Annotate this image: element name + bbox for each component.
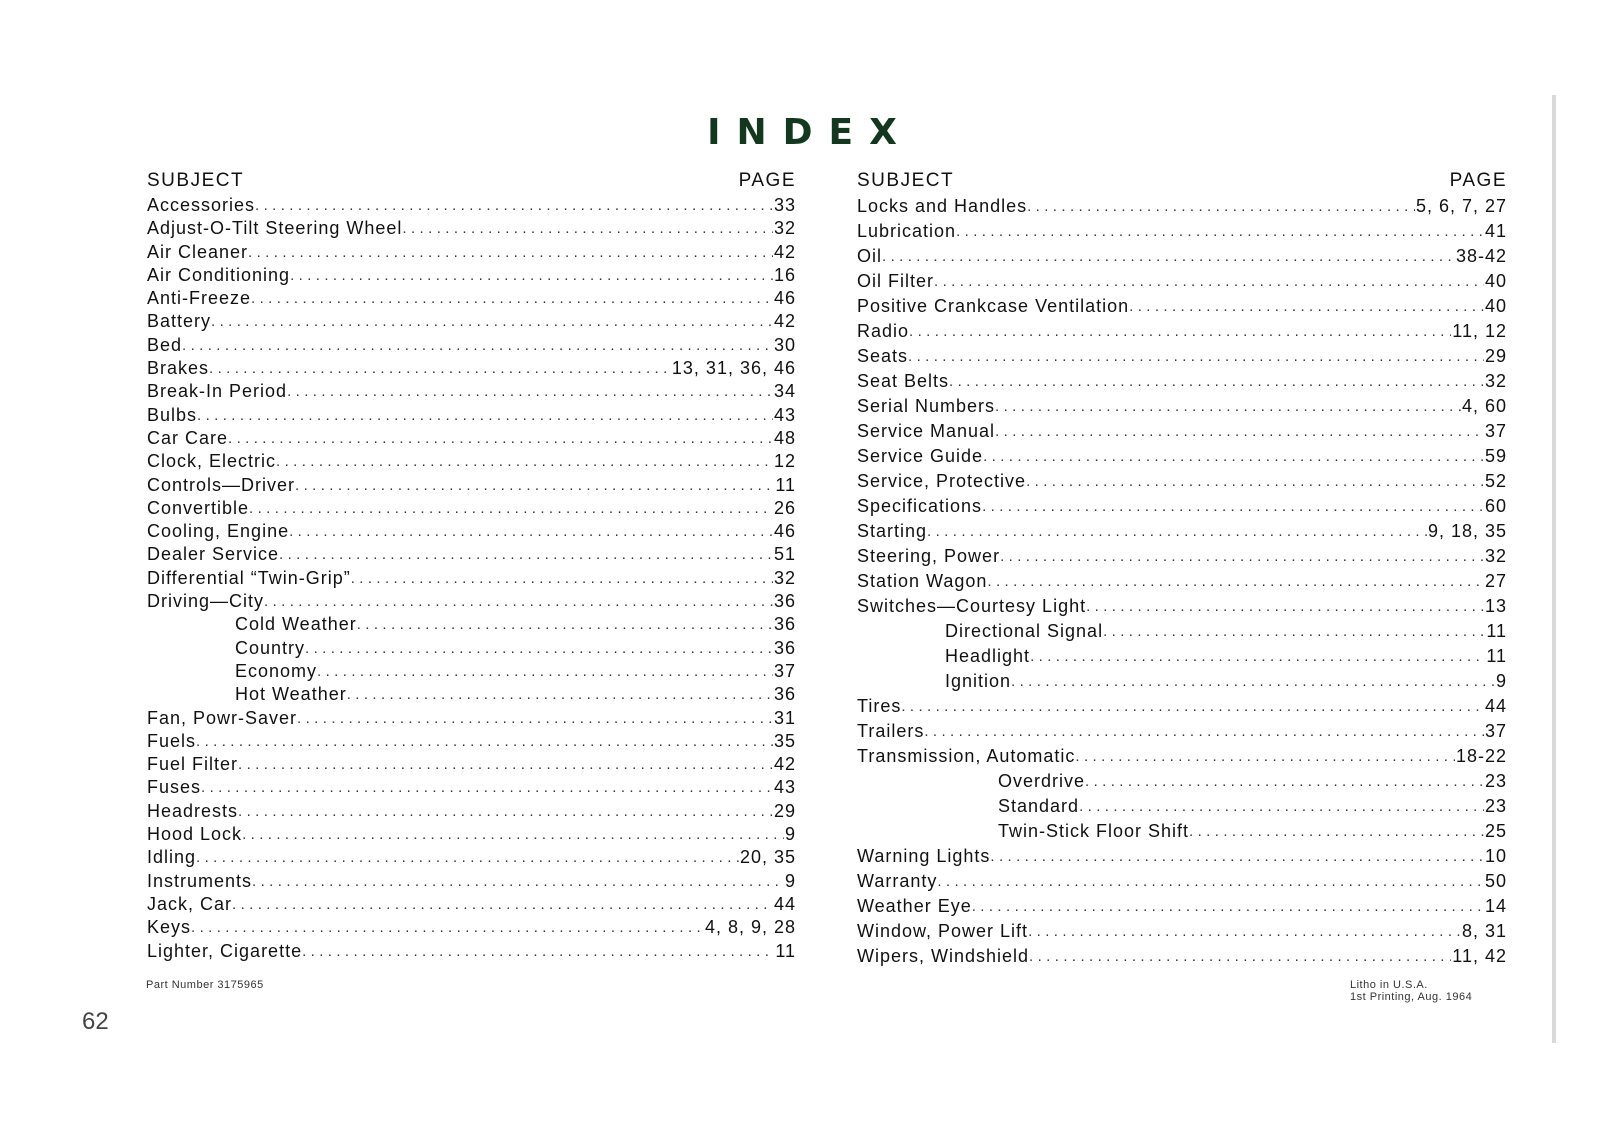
index-entries-right: [857, 194, 1507, 969]
entry-subject: Overdrive: [998, 771, 1086, 791]
entry-subject: Warning Lights: [857, 846, 991, 866]
entry-subject: Instruments: [147, 870, 253, 891]
entry-page: 40: [1484, 271, 1507, 291]
dot-leader: [232, 893, 773, 916]
entry-subject: Break-In Period: [147, 381, 288, 402]
entry-page: 40: [1484, 296, 1507, 316]
entry-subject: Lubrication: [857, 221, 957, 241]
index-entry: [147, 800, 796, 823]
index-entry: [147, 194, 796, 217]
entry-page: 46: [773, 521, 796, 542]
dot-leader: [901, 694, 1484, 719]
dot-leader: [1103, 619, 1485, 644]
entry-page: 37: [773, 660, 796, 681]
entry-subject: Hood Lock: [147, 824, 243, 845]
entry-page: 36: [773, 591, 796, 612]
column-header-left: [147, 168, 796, 194]
entry-subject: Trailers: [857, 721, 925, 741]
dot-leader: [252, 870, 784, 893]
index-entry: [147, 380, 796, 403]
index-entry: [147, 893, 796, 916]
dot-leader: [196, 846, 739, 869]
dot-leader: [201, 776, 773, 799]
dot-leader: [228, 427, 773, 450]
entry-subject: Air Cleaner: [147, 241, 249, 262]
entry-subject: Service Manual: [857, 421, 996, 441]
dot-leader: [211, 310, 773, 333]
dot-leader: [402, 217, 773, 240]
dot-leader: [995, 419, 1484, 444]
index-entry: [147, 217, 796, 240]
entry-subject: Service, Protective: [857, 471, 1027, 491]
index-entry: [857, 269, 1507, 294]
index-entry: [147, 940, 796, 963]
index-entry: [857, 794, 1507, 819]
entry-subject: Locks and Handles: [857, 196, 1028, 216]
dot-leader: [908, 344, 1484, 369]
entry-page: 32: [773, 567, 796, 588]
dot-leader: [238, 753, 773, 776]
index-entry: [147, 870, 796, 893]
entry-page: 11: [1486, 646, 1507, 666]
entry-page: 4, 8, 9, 28: [704, 917, 796, 938]
index-entry: [857, 869, 1507, 894]
entry-page: 10: [1484, 846, 1507, 866]
entry-page: 43: [773, 404, 796, 425]
dot-leader: [1011, 669, 1495, 694]
litho-line: Litho in U.S.A.: [1350, 979, 1428, 991]
dot-leader: [1026, 469, 1484, 494]
entry-page: 8, 31: [1461, 921, 1507, 941]
index-entry: [857, 619, 1507, 644]
dot-leader: [249, 497, 773, 520]
dot-leader: [289, 520, 773, 543]
index-entry: [857, 244, 1507, 269]
subject-header: SUBJECT: [857, 170, 955, 191]
entry-page: 44: [1484, 696, 1507, 716]
index-entry: [147, 776, 796, 799]
entry-page: 13: [1484, 596, 1507, 616]
entry-page: 9, 18, 35: [1427, 521, 1507, 541]
dot-leader: [909, 319, 1451, 344]
index-entry: [857, 669, 1507, 694]
entry-page: 36: [773, 614, 796, 635]
entry-subject: Cold Weather: [235, 614, 357, 635]
entry-subject: Headlight: [945, 646, 1031, 666]
dot-leader: [1189, 819, 1484, 844]
dot-leader: [191, 916, 704, 939]
entry-page: 37: [1484, 421, 1507, 441]
index-entry: [857, 694, 1507, 719]
column-header-right: [857, 168, 1507, 194]
entry-page: 52: [1484, 471, 1507, 491]
entry-page: 38-42: [1455, 246, 1507, 266]
index-entry: [147, 660, 796, 683]
index-entry: [857, 319, 1507, 344]
dot-leader: [251, 287, 773, 310]
print-info: [1350, 979, 1500, 1003]
index-entry: [857, 394, 1507, 419]
entry-subject: Starting: [857, 521, 928, 541]
dot-leader: [242, 823, 784, 846]
dot-leader: [290, 264, 773, 287]
entry-subject: Service Guide: [857, 446, 984, 466]
index-entry: [147, 567, 796, 590]
index-entry: [147, 357, 796, 380]
entry-subject: Clock, Electric: [147, 451, 277, 472]
entry-subject: Tires: [857, 696, 902, 716]
entry-subject: Jack, Car: [147, 893, 233, 914]
dot-leader: [937, 869, 1484, 894]
index-entry: [857, 744, 1507, 769]
entry-subject: Bed: [147, 334, 183, 355]
index-entry: [857, 544, 1507, 569]
entry-page: 27: [1484, 571, 1507, 591]
dot-leader: [1086, 594, 1484, 619]
entry-page: 11, 42: [1452, 946, 1507, 966]
index-entry: [147, 264, 796, 287]
index-entry: [147, 310, 796, 333]
entry-page: 11: [775, 940, 796, 961]
entry-subject: Serial Numbers: [857, 396, 996, 416]
dot-leader: [305, 637, 773, 660]
dot-leader: [934, 269, 1484, 294]
dot-leader: [995, 394, 1461, 419]
entry-page: 5, 6, 7, 27: [1415, 196, 1507, 216]
dot-leader: [1028, 919, 1461, 944]
entry-page: 51: [773, 544, 796, 565]
dot-leader: [182, 334, 773, 357]
dot-leader: [264, 590, 773, 613]
entry-subject: Ignition: [945, 671, 1012, 691]
index-column-left: [147, 168, 796, 963]
entry-page: 29: [1484, 346, 1507, 366]
index-entry: [147, 846, 796, 869]
entry-subject: Positive Crankcase Ventilation: [857, 296, 1130, 316]
dot-leader: [297, 707, 773, 730]
dot-leader: [983, 444, 1484, 469]
entry-subject: Weather Eye: [857, 896, 972, 916]
entry-subject: Directional Signal: [945, 621, 1104, 641]
index-entry: [147, 730, 796, 753]
entry-page: 37: [1484, 721, 1507, 741]
entry-page: 25: [1484, 821, 1507, 841]
entry-subject: Hot Weather: [235, 684, 347, 705]
entry-subject: Controls—Driver: [147, 474, 296, 495]
entry-page: 23: [1484, 771, 1507, 791]
entry-subject: Switches—Courtesy Light: [857, 596, 1087, 616]
index-entry: [857, 644, 1507, 669]
entry-subject: Fan, Powr-Saver: [147, 707, 298, 728]
index-entry: [857, 894, 1507, 919]
entry-subject: Economy: [235, 660, 318, 681]
entry-page: 23: [1484, 796, 1507, 816]
index-entry: [147, 916, 796, 939]
entry-page: 33: [773, 195, 796, 215]
dot-leader: [1075, 744, 1455, 769]
entry-subject: Oil Filter: [857, 271, 934, 291]
page-header: PAGE: [738, 170, 796, 191]
entry-page: 18-22: [1455, 746, 1507, 766]
entry-page: 46: [773, 288, 796, 309]
entry-page: 32: [773, 218, 796, 239]
index-entry: [147, 637, 796, 660]
index-entry: [857, 844, 1507, 869]
index-entries-left: [147, 194, 796, 963]
entry-page: 9: [784, 824, 796, 845]
entry-page: 11: [1486, 621, 1507, 641]
entry-subject: Convertible: [147, 497, 250, 518]
entry-page: 13, 31, 36, 46: [671, 358, 796, 379]
index-entry: [857, 194, 1507, 219]
dot-leader: [276, 450, 773, 473]
index-entry: [857, 494, 1507, 519]
dot-leader: [982, 494, 1484, 519]
page-title: INDEX: [707, 112, 913, 153]
dot-leader: [1079, 794, 1484, 819]
entry-page: 32: [1484, 371, 1507, 391]
entry-subject: Battery: [147, 311, 212, 332]
entry-subject: Anti-Freeze: [147, 288, 252, 309]
entry-subject: Fuses: [147, 777, 202, 798]
index-column-right: [857, 168, 1507, 969]
dot-leader: [924, 719, 1484, 744]
dot-leader: [927, 519, 1427, 544]
entry-subject: Differential “Twin-Grip”: [147, 567, 351, 588]
dot-leader: [1000, 544, 1484, 569]
entry-subject: Seats: [857, 346, 909, 366]
entry-page: 42: [773, 241, 796, 262]
entry-page: 59: [1484, 446, 1507, 466]
entry-page: 20, 35: [739, 847, 796, 868]
index-entry: [857, 769, 1507, 794]
entry-subject: Driving—City: [147, 591, 265, 612]
dot-leader: [357, 613, 773, 636]
entry-subject: Accessories: [147, 195, 256, 215]
index-entry: [147, 590, 796, 613]
entry-page: 60: [1484, 496, 1507, 516]
entry-subject: Steering, Power: [857, 546, 1001, 566]
dot-leader: [347, 683, 773, 706]
entry-subject: Oil: [857, 246, 882, 266]
entry-subject: Wipers, Windshield: [857, 946, 1030, 966]
page-number: 62: [82, 1008, 109, 1035]
index-entry: [147, 450, 796, 473]
entry-page: 31: [773, 707, 796, 728]
page-edge: [1552, 95, 1556, 1043]
entry-page: 35: [773, 730, 796, 751]
index-entry: [857, 569, 1507, 594]
dot-leader: [279, 543, 773, 566]
index-entry: [857, 469, 1507, 494]
index-entry: [147, 707, 796, 730]
entry-subject: Standard: [998, 796, 1080, 816]
entry-page: 12: [773, 451, 796, 472]
dot-leader: [209, 357, 671, 380]
entry-subject: Warranty: [857, 871, 938, 891]
index-entry: [857, 444, 1507, 469]
index-entry: [857, 919, 1507, 944]
index-entry: [147, 543, 796, 566]
entry-subject: Dealer Service: [147, 544, 280, 565]
dot-leader: [255, 194, 773, 217]
entry-page: 9: [1495, 671, 1507, 691]
entry-subject: Transmission, Automatic: [857, 746, 1076, 766]
index-entry: [857, 594, 1507, 619]
index-entry: [147, 474, 796, 497]
dot-leader: [1027, 194, 1415, 219]
entry-subject: Bulbs: [147, 404, 198, 425]
entry-subject: Specifications: [857, 496, 983, 516]
dot-leader: [882, 244, 1455, 269]
entry-subject: Adjust-O-Tilt Steering Wheel: [147, 218, 403, 239]
dot-leader: [197, 404, 773, 427]
entry-subject: Lighter, Cigarette: [147, 940, 303, 961]
index-entry: [147, 334, 796, 357]
printing-line: 1st Printing, Aug. 1964: [1350, 991, 1473, 1003]
entry-subject: Twin-Stick Floor Shift: [998, 821, 1190, 841]
entry-page: 32: [1484, 546, 1507, 566]
entry-subject: Air Conditioning: [147, 264, 291, 285]
index-entry: [147, 683, 796, 706]
dot-leader: [351, 567, 773, 590]
index-entry: [147, 427, 796, 450]
entry-subject: Idling: [147, 847, 197, 868]
page-header: PAGE: [1449, 170, 1507, 191]
index-entry: [857, 344, 1507, 369]
entry-subject: Seat Belts: [857, 371, 950, 391]
dot-leader: [990, 844, 1484, 869]
index-entry: [857, 519, 1507, 544]
entry-subject: Car Care: [147, 427, 229, 448]
dot-leader: [1129, 294, 1484, 319]
entry-page: 36: [773, 637, 796, 658]
entry-page: 11: [775, 474, 796, 495]
index-entry: [147, 287, 796, 310]
entry-page: 36: [773, 684, 796, 705]
dot-leader: [287, 380, 773, 403]
dot-leader: [196, 730, 773, 753]
dot-leader: [317, 660, 773, 683]
entry-subject: Fuels: [147, 730, 197, 751]
index-entry: [857, 219, 1507, 244]
index-entry: [147, 497, 796, 520]
index-entry: [147, 404, 796, 427]
index-entry: [147, 613, 796, 636]
index-entry: [147, 753, 796, 776]
entry-subject: Brakes: [147, 358, 210, 379]
entry-subject: Window, Power Lift: [857, 921, 1029, 941]
entry-page: 42: [773, 311, 796, 332]
entry-page: 44: [773, 893, 796, 914]
dot-leader: [987, 569, 1484, 594]
subject-header: SUBJECT: [147, 170, 245, 191]
entry-page: 48: [773, 427, 796, 448]
dot-leader: [1029, 944, 1451, 969]
dot-leader: [248, 241, 773, 264]
index-entry: [147, 520, 796, 543]
entry-page: 16: [773, 264, 796, 285]
entry-page: 14: [1484, 896, 1507, 916]
entry-subject: Keys: [147, 917, 192, 938]
entry-page: 43: [773, 777, 796, 798]
dot-leader: [949, 369, 1484, 394]
entry-subject: Country: [235, 637, 306, 658]
entry-page: 41: [1484, 221, 1507, 241]
entry-page: 9: [784, 870, 796, 891]
entry-subject: Fuel Filter: [147, 754, 239, 775]
index-entry: [857, 419, 1507, 444]
entry-page: 29: [773, 800, 796, 821]
index-entry: [857, 944, 1507, 969]
dot-leader: [1085, 769, 1484, 794]
dot-leader: [956, 219, 1484, 244]
entry-page: 30: [773, 334, 796, 355]
part-number: Part Number 3175965: [146, 979, 264, 991]
index-entry: [147, 241, 796, 264]
dot-leader: [238, 800, 773, 823]
index-entry: [857, 719, 1507, 744]
dot-leader: [302, 940, 774, 963]
entry-subject: Headrests: [147, 800, 239, 821]
entry-subject: Radio: [857, 321, 910, 341]
entry-page: 50: [1484, 871, 1507, 891]
index-entry: [857, 369, 1507, 394]
index-entry: [857, 819, 1507, 844]
entry-page: 26: [773, 497, 796, 518]
entry-subject: Station Wagon: [857, 571, 988, 591]
dot-leader: [972, 894, 1484, 919]
index-entry: [857, 294, 1507, 319]
dot-leader: [1030, 644, 1485, 669]
entry-page: 4, 60: [1461, 396, 1507, 416]
entry-subject: Cooling, Engine: [147, 521, 290, 542]
entry-page: 11, 12: [1452, 321, 1507, 341]
entry-page: 34: [773, 381, 796, 402]
entry-page: 42: [773, 754, 796, 775]
dot-leader: [295, 474, 774, 497]
index-entry: [147, 823, 796, 846]
